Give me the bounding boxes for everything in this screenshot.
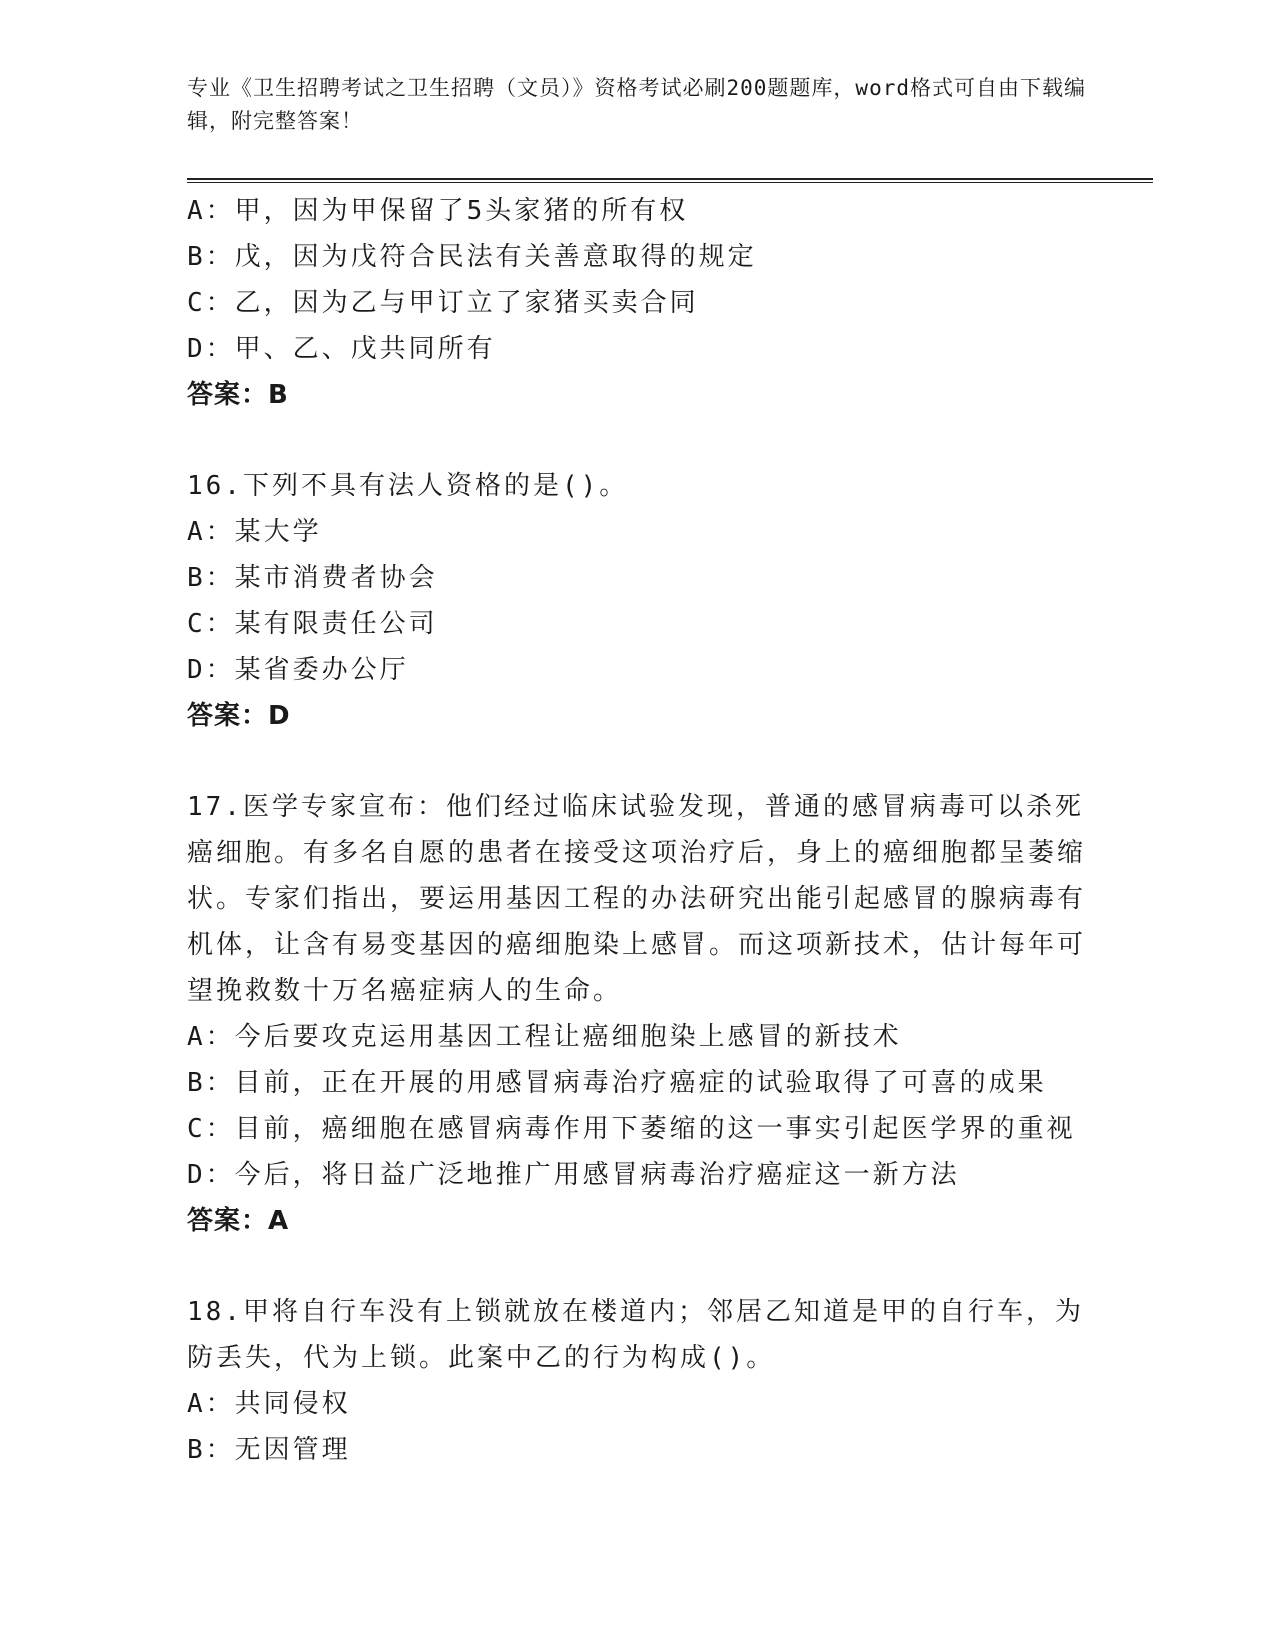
document-header: 专业《卫生招聘考试之卫生招聘（文员）》资格考试必刷200题题库，word格式可自由下载编辑，附完整答案！	[187, 76, 1086, 133]
question-stem: 18.甲将自行车没有上锁就放在楼道内；邻居乙知道是甲的自行车，为防丢失，代为上锁。此案中乙的行为构成()。	[187, 1297, 1084, 1373]
option-b: B：某市消费者协会	[187, 563, 438, 593]
question-stem: 17.医学专家宣布：他们经过临床试验发现，普通的感冒病毒可以杀死癌细胞。有多名自愿的患者在接受这项治疗后，身上的癌细胞都呈萎缩状。专家们指出，要运用基因工程的办法研究出能引起感冒的腺病毒有机体，让含有易变基因的癌细胞染上感冒。而这项新技术，估计每年可望挽救数十万名癌症病人的生命。	[187, 792, 1087, 1006]
option-c: C：目前，癌细胞在感冒病毒作用下萎缩的这一事实引起医学界的重视	[187, 1114, 1076, 1144]
option-b: B：目前，正在开展的用感冒病毒治疗癌症的试验取得了可喜的成果	[187, 1068, 1047, 1098]
question-15	[187, 188, 1087, 418]
option-b: B：无因管理	[187, 1435, 351, 1465]
option-c: C：某有限责任公司	[187, 609, 438, 639]
question-16	[187, 463, 1087, 739]
answer-line: 答案：B	[187, 380, 289, 410]
option-d: D：甲、乙、戊共同所有	[187, 334, 496, 364]
question-18	[187, 1289, 1087, 1473]
option-a: A：某大学	[187, 517, 322, 547]
question-stem: 16.下列不具有法人资格的是()。	[187, 471, 629, 501]
option-b: B：戊，因为戊符合民法有关善意取得的规定	[187, 242, 757, 272]
option-a: A：共同侵权	[187, 1389, 351, 1419]
option-c: C：乙，因为乙与甲订立了家猪买卖合同	[187, 288, 699, 318]
option-d: D：今后，将日益广泛地推广用感冒病毒治疗癌症这一新方法	[187, 1160, 960, 1190]
spacer	[187, 1244, 1087, 1289]
header-divider	[187, 178, 1153, 183]
question-17	[187, 784, 1087, 1244]
spacer	[187, 418, 1087, 463]
document-body	[187, 188, 1087, 1473]
option-a: A：今后要攻克运用基因工程让癌细胞染上感冒的新技术	[187, 1022, 902, 1052]
answer-line: 答案：D	[187, 701, 291, 731]
option-a: A：甲，因为甲保留了5头家猪的所有权	[187, 196, 689, 226]
spacer	[187, 739, 1087, 784]
option-d: D：某省委办公厅	[187, 655, 409, 685]
answer-line: 答案：A	[187, 1206, 290, 1236]
